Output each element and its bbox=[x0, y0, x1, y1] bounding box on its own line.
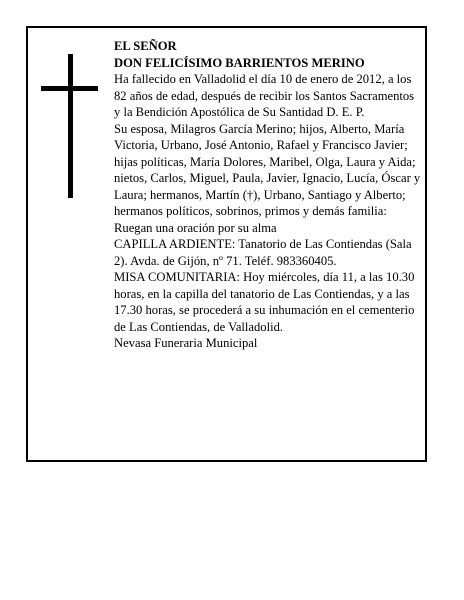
chapel-info: CAPILLA ARDIENTE: Tanatorio de Las Contiendas (Sala 2). Avda. de Gijón, nº 71. Teléf. 983360405. bbox=[114, 237, 412, 268]
cross-horizontal-bar bbox=[41, 86, 98, 91]
funeral-home: Nevasa Funeraria Municipal bbox=[114, 336, 258, 350]
cross-icon bbox=[41, 54, 98, 198]
deceased-name: DON FELICÍSIMO BARRIENTOS MERINO bbox=[114, 55, 365, 70]
obituary-text bbox=[114, 38, 422, 352]
cross-vertical-bar bbox=[68, 54, 73, 198]
death-announcement: Ha fallecido en Valladolid el día 10 de enero de 2012, a los 82 años de edad, después de recibir los Santos Sacramentos y la Bendición Apostólica de Su Santidad D. E. P. bbox=[114, 72, 415, 119]
obituary-notice bbox=[26, 26, 427, 462]
prayer-request: Ruegan una oración por su alma bbox=[114, 220, 277, 235]
family-list: Su esposa, Milagros García Merino; hijos, Alberto, María Victoria, Urbano, José Antonio, Rafael y Francisco Javier; hijas políticas, María Dolores, Maribel, Olga, Laura y Aida; nietos, Carlos, Miguel, Paula, Javier, Ignacio, Lucía, Óscar y Laura; hermanos, Martín (†), Urbano, Santiago y Alberto; hermanos políticos, sobrinos, primos y demás familia: bbox=[114, 121, 421, 218]
mass-info: MISA COMUNITARIA: Hoy miércoles, día 11, a las 10.30 horas, en la capilla del tanatorio de Las Contiendas, y a las 17.30 horas, se procederá a su inhumación en el cementerio de Las Contiendas, de Valladolid. bbox=[114, 270, 415, 334]
heading-title: EL SEÑOR bbox=[114, 39, 177, 53]
